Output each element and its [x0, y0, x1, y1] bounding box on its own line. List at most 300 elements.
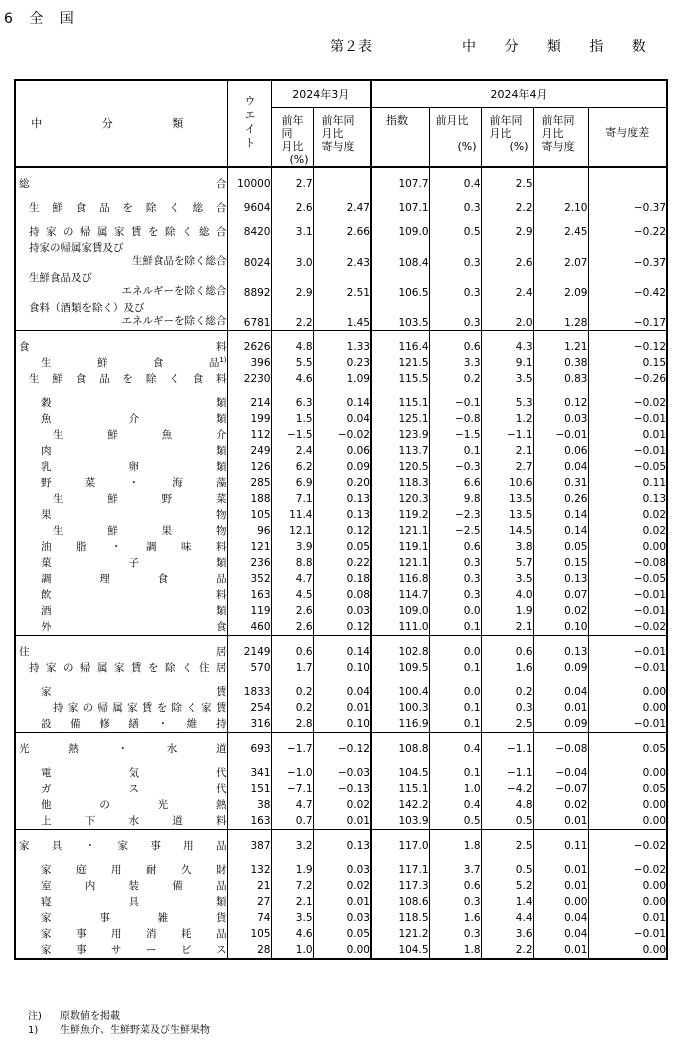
cell-contrib-diff: 0.01: [588, 427, 667, 443]
apr-yoy-header: 前年同 月比 (%): [481, 107, 533, 167]
cell-apr-contrib: 0.01: [533, 942, 588, 959]
index-table: [14, 79, 668, 960]
cell-apr-yoy: 1.4: [481, 894, 533, 910]
cell-apr-contrib: 0.83: [533, 371, 588, 387]
cell-mom: 0.3: [429, 300, 481, 331]
cell-apr-contrib: 0.26: [533, 491, 588, 507]
cell-mom: 0.3: [429, 587, 481, 603]
cell-mom: −1.5: [429, 427, 481, 443]
cell-index: 117.1: [371, 862, 429, 878]
cell-mar-yoy: 2.6: [271, 200, 313, 216]
cell-weight: 28: [227, 942, 271, 959]
row-category: 魚 介 類: [15, 411, 227, 427]
table-row: [15, 894, 667, 910]
cell-weight: 254: [227, 700, 271, 716]
table-row: [15, 619, 667, 636]
cell-weight: 214: [227, 395, 271, 411]
cell-index: 116.4: [371, 339, 429, 355]
cell-index: 106.5: [371, 270, 429, 300]
cell-index: 121.1: [371, 523, 429, 539]
cell-mar-yoy: −1.5: [271, 427, 313, 443]
cell-mar-yoy: 3.2: [271, 838, 313, 854]
cell-index: 119.1: [371, 539, 429, 555]
cell-mom: 1.6: [429, 910, 481, 926]
row-category: 油 脂 ・ 調 味 料: [15, 539, 227, 555]
row-category: 生 鮮 魚 介: [15, 427, 227, 443]
cell-mar-contrib: 0.12: [313, 523, 371, 539]
cell-mom: 0.5: [429, 813, 481, 830]
cell-apr-yoy: 4.8: [481, 797, 533, 813]
cell-mar-contrib: −0.12: [313, 741, 371, 757]
table-row: [15, 926, 667, 942]
cell-apr-contrib: 0.09: [533, 660, 588, 676]
cell-mar-contrib: 2.66: [313, 224, 371, 240]
cell-weight: 112: [227, 427, 271, 443]
table-number: 第２表: [330, 39, 372, 55]
cell-contrib-diff: −0.05: [588, 571, 667, 587]
cell-contrib-diff: 0.00: [588, 539, 667, 555]
cell-weight: 38: [227, 797, 271, 813]
cell-apr-yoy: 1.9: [481, 603, 533, 619]
cell-mom: 3.3: [429, 355, 481, 371]
row-category: 飲 料: [15, 587, 227, 603]
cell-mar-contrib: 0.02: [313, 878, 371, 894]
table-row: [15, 200, 667, 216]
cell-mar-yoy: 7.1: [271, 491, 313, 507]
cell-mar-yoy: 8.8: [271, 555, 313, 571]
cell-apr-contrib: 0.10: [533, 619, 588, 636]
cell-mar-yoy: 1.9: [271, 862, 313, 878]
cell-mar-contrib: 0.04: [313, 684, 371, 700]
row-category: 穀 類: [15, 395, 227, 411]
cell-mar-contrib: 0.23: [313, 355, 371, 371]
row-category: 生 鮮 野 菜: [15, 491, 227, 507]
apr-header: 2024年4月: [371, 80, 667, 107]
cell-apr-contrib: −0.08: [533, 741, 588, 757]
row-category: 菓 子 類: [15, 555, 227, 571]
row-spacer: [15, 829, 667, 838]
cell-contrib-diff: 0.00: [588, 813, 667, 830]
cell-mar-contrib: 0.01: [313, 700, 371, 716]
cell-index: 125.1: [371, 411, 429, 427]
cell-mar-contrib: −0.13: [313, 781, 371, 797]
cell-contrib-diff: −0.42: [588, 270, 667, 300]
cell-mar-contrib: 0.22: [313, 555, 371, 571]
cell-apr-contrib: 0.01: [533, 878, 588, 894]
cell-weight: 21: [227, 878, 271, 894]
cell-weight: 119: [227, 603, 271, 619]
cell-weight: 285: [227, 475, 271, 491]
footnote-2: 1) 生鮮魚介、生鮮野菜及び生鮮果物: [28, 1025, 210, 1036]
cell-mar-contrib: 0.00: [313, 942, 371, 959]
table-row: [15, 339, 667, 355]
cell-contrib-diff: −0.01: [588, 926, 667, 942]
cell-contrib-diff: −0.37: [588, 200, 667, 216]
table-row: [15, 224, 667, 240]
cell-mar-contrib: 0.01: [313, 813, 371, 830]
cell-mar-yoy: 7.2: [271, 878, 313, 894]
cell-mom: 1.8: [429, 838, 481, 854]
cell-weight: 387: [227, 838, 271, 854]
cell-index: 109.0: [371, 603, 429, 619]
cell-mar-contrib: 2.47: [313, 200, 371, 216]
cell-mar-yoy: 2.4: [271, 443, 313, 459]
cell-index: 114.7: [371, 587, 429, 603]
cell-apr-contrib: 1.21: [533, 339, 588, 355]
cell-mar-yoy: −1.7: [271, 741, 313, 757]
cell-mar-contrib: 0.18: [313, 571, 371, 587]
cell-index: 100.3: [371, 700, 429, 716]
cell-apr-contrib: 0.02: [533, 603, 588, 619]
cell-mar-yoy: 2.1: [271, 894, 313, 910]
cell-weight: 74: [227, 910, 271, 926]
cell-weight: 105: [227, 507, 271, 523]
cell-index: 121.2: [371, 926, 429, 942]
cell-mom: 0.6: [429, 539, 481, 555]
cell-apr-yoy: 2.2: [481, 942, 533, 959]
row-category: 他 の 光 熱: [15, 797, 227, 813]
cell-apr-yoy: 2.5: [481, 176, 533, 192]
cell-weight: 570: [227, 660, 271, 676]
cell-mom: 0.0: [429, 684, 481, 700]
cell-apr-contrib: 0.02: [533, 797, 588, 813]
cell-mom: 0.1: [429, 765, 481, 781]
cell-mom: 0.3: [429, 555, 481, 571]
cell-mar-yoy: 2.9: [271, 270, 313, 300]
cell-apr-contrib: 0.13: [533, 644, 588, 660]
cell-apr-yoy: 1.2: [481, 411, 533, 427]
cell-apr-yoy: 0.3: [481, 700, 533, 716]
cell-index: 107.7: [371, 176, 429, 192]
cell-apr-contrib: 2.07: [533, 240, 588, 270]
row-category: 乳 卵 類: [15, 459, 227, 475]
cell-apr-yoy: 5.7: [481, 555, 533, 571]
mar-contrib-header: 前年同 月比 寄与度: [313, 107, 371, 167]
table-row: [15, 491, 667, 507]
cell-contrib-diff: 0.01: [588, 910, 667, 926]
row-category: 寝 具 類: [15, 894, 227, 910]
contrib-diff-header: 寄与度差: [588, 107, 667, 167]
cell-contrib-diff: 0.13: [588, 491, 667, 507]
table-row: [15, 781, 667, 797]
cell-mar-contrib: 0.14: [313, 395, 371, 411]
cell-mar-yoy: 0.7: [271, 813, 313, 830]
cell-mar-yoy: 4.8: [271, 339, 313, 355]
cell-mar-contrib: 0.04: [313, 411, 371, 427]
table-row: [15, 862, 667, 878]
cell-weight: 236: [227, 555, 271, 571]
row-category: 持 家 の 帰 属 家 賃 を 除 く 総 合: [15, 224, 227, 240]
cell-mom: −0.3: [429, 459, 481, 475]
row-category: 家 具 ・ 家 事 用 品: [15, 838, 227, 854]
row-category: 持家の帰属家賃及び 生鮮食品を除く総合: [15, 240, 227, 270]
cell-contrib-diff: 0.05: [588, 781, 667, 797]
mar-header: 2024年3月: [271, 80, 371, 107]
cell-apr-yoy: 13.5: [481, 491, 533, 507]
cell-index: 115.5: [371, 371, 429, 387]
cell-apr-yoy: 2.7: [481, 459, 533, 475]
table-row: [15, 475, 667, 491]
cell-contrib-diff: [588, 176, 667, 192]
cell-mom: −2.3: [429, 507, 481, 523]
cell-mar-yoy: 3.0: [271, 240, 313, 270]
table-row: [15, 741, 667, 757]
cell-contrib-diff: 0.05: [588, 741, 667, 757]
cell-mar-yoy: 3.1: [271, 224, 313, 240]
cell-contrib-diff: −0.01: [588, 603, 667, 619]
cell-mar-yoy: 6.2: [271, 459, 313, 475]
cell-apr-yoy: 2.5: [481, 716, 533, 733]
row-spacer: [15, 216, 667, 224]
table-row: [15, 176, 667, 192]
row-category: 食 料: [15, 339, 227, 355]
row-spacer: [15, 192, 667, 200]
row-category: 生 鮮 食 品 を 除 く 食 料: [15, 371, 227, 387]
cell-mar-contrib: 0.06: [313, 443, 371, 459]
row-category: 生 鮮 食 品$^{1)}$: [15, 355, 227, 371]
cell-apr-contrib: 0.38: [533, 355, 588, 371]
table-row: [15, 813, 667, 830]
cell-contrib-diff: 0.02: [588, 523, 667, 539]
cell-contrib-diff: −0.02: [588, 862, 667, 878]
cell-apr-yoy: 2.5: [481, 838, 533, 854]
cell-mom: 0.3: [429, 270, 481, 300]
cell-mar-yoy: −7.1: [271, 781, 313, 797]
row-category: 家 庭 用 耐 久 財: [15, 862, 227, 878]
cell-apr-yoy: 0.5: [481, 862, 533, 878]
cell-apr-yoy: −1.1: [481, 427, 533, 443]
table-row: [15, 270, 667, 300]
cell-index: 107.1: [371, 200, 429, 216]
cell-weight: 8420: [227, 224, 271, 240]
table-body: [15, 167, 667, 959]
cell-mar-contrib: 0.12: [313, 619, 371, 636]
cell-apr-contrib: 0.15: [533, 555, 588, 571]
cell-contrib-diff: −0.12: [588, 339, 667, 355]
cell-apr-yoy: 2.2: [481, 200, 533, 216]
cell-weight: 2626: [227, 339, 271, 355]
row-category: 家 賃: [15, 684, 227, 700]
cell-contrib-diff: 0.00: [588, 878, 667, 894]
cell-mar-contrib: 0.09: [313, 459, 371, 475]
cell-mar-yoy: 3.5: [271, 910, 313, 926]
cell-mom: 0.1: [429, 443, 481, 459]
row-category: 家 事 雑 貨: [15, 910, 227, 926]
row-spacer: [15, 757, 667, 765]
cell-apr-yoy: 3.5: [481, 571, 533, 587]
cell-index: 116.9: [371, 716, 429, 733]
cell-apr-yoy: 2.6: [481, 240, 533, 270]
row-category: 調 理 食 品: [15, 571, 227, 587]
cell-contrib-diff: −0.01: [588, 716, 667, 733]
cell-contrib-diff: −0.01: [588, 443, 667, 459]
cell-mar-yoy: 2.7: [271, 176, 313, 192]
footnotes: [28, 1010, 210, 1038]
cell-weight: 96: [227, 523, 271, 539]
cell-weight: 27: [227, 894, 271, 910]
table-row: [15, 700, 667, 716]
table-row: [15, 240, 667, 270]
cell-apr-yoy: 5.3: [481, 395, 533, 411]
row-spacer: [15, 167, 667, 176]
cell-mar-contrib: 0.05: [313, 539, 371, 555]
table-row: [15, 355, 667, 371]
mom-header: 前月比 (%): [429, 107, 481, 167]
cell-apr-yoy: 0.2: [481, 684, 533, 700]
cell-mar-contrib: 0.20: [313, 475, 371, 491]
cell-apr-contrib: 0.01: [533, 700, 588, 716]
cell-apr-contrib: 1.28: [533, 300, 588, 331]
cell-weight: 460: [227, 619, 271, 636]
cell-weight: 126: [227, 459, 271, 475]
row-spacer: [15, 330, 667, 339]
cell-apr-yoy: 2.9: [481, 224, 533, 240]
mar-yoy-header: 前年同 月比 (%): [271, 107, 313, 167]
cell-contrib-diff: −0.02: [588, 838, 667, 854]
cell-contrib-diff: 0.00: [588, 894, 667, 910]
cell-apr-contrib: 0.03: [533, 411, 588, 427]
cell-index: 103.5: [371, 300, 429, 331]
cell-weight: 105: [227, 926, 271, 942]
table-title: 中 分 類 指 数: [462, 39, 658, 55]
cell-apr-contrib: 0.06: [533, 443, 588, 459]
row-category: 電 気 代: [15, 765, 227, 781]
section-heading: 6 全 国: [4, 11, 80, 27]
cell-mom: 0.4: [429, 741, 481, 757]
row-category: 持 家 の 帰 属 家 賃 を 除 く 家 賃: [15, 700, 227, 716]
table-row: [15, 443, 667, 459]
cell-mar-contrib: 0.01: [313, 894, 371, 910]
cell-weight: 341: [227, 765, 271, 781]
cell-apr-yoy: −1.1: [481, 741, 533, 757]
cell-index: 108.6: [371, 894, 429, 910]
cell-mom: 0.1: [429, 700, 481, 716]
cell-index: 102.8: [371, 644, 429, 660]
table-row: [15, 644, 667, 660]
cell-apr-contrib: 0.05: [533, 539, 588, 555]
cell-apr-yoy: 1.6: [481, 660, 533, 676]
cell-mom: 0.3: [429, 571, 481, 587]
cell-apr-yoy: 3.5: [481, 371, 533, 387]
cell-apr-yoy: 5.2: [481, 878, 533, 894]
cell-weight: 151: [227, 781, 271, 797]
cell-mar-contrib: 1.33: [313, 339, 371, 355]
cell-apr-yoy: 2.1: [481, 619, 533, 636]
row-category: 食料（酒類を除く）及び エネルギーを除く総合: [15, 300, 227, 331]
cell-mar-yoy: 4.7: [271, 571, 313, 587]
row-category: 肉 類: [15, 443, 227, 459]
cell-index: 104.5: [371, 942, 429, 959]
row-category: 住 居: [15, 644, 227, 660]
cell-mar-contrib: 1.09: [313, 371, 371, 387]
table-row: [15, 603, 667, 619]
row-category: 上 下 水 道 料: [15, 813, 227, 830]
cell-apr-yoy: 4.4: [481, 910, 533, 926]
cell-apr-contrib: 2.09: [533, 270, 588, 300]
cell-apr-yoy: 2.4: [481, 270, 533, 300]
table-row: [15, 684, 667, 700]
table-row: [15, 523, 667, 539]
cell-mar-contrib: [313, 176, 371, 192]
cell-apr-contrib: 2.45: [533, 224, 588, 240]
cell-index: 109.0: [371, 224, 429, 240]
cell-contrib-diff: 0.00: [588, 942, 667, 959]
cell-index: 142.2: [371, 797, 429, 813]
cell-mom: 0.1: [429, 619, 481, 636]
cell-contrib-diff: −0.01: [588, 644, 667, 660]
cell-contrib-diff: −0.01: [588, 587, 667, 603]
cell-contrib-diff: 0.15: [588, 355, 667, 371]
cell-mar-yoy: 3.9: [271, 539, 313, 555]
cell-mar-contrib: 2.51: [313, 270, 371, 300]
table-row: [15, 838, 667, 854]
cell-apr-contrib: 0.13: [533, 571, 588, 587]
row-category: 家 事 用 消 耗 品: [15, 926, 227, 942]
cell-mar-contrib: 0.10: [313, 660, 371, 676]
cell-contrib-diff: −0.05: [588, 459, 667, 475]
row-category: 生鮮食品及び エネルギーを除く総合: [15, 270, 227, 300]
cell-index: 111.0: [371, 619, 429, 636]
cell-mar-contrib: 2.43: [313, 240, 371, 270]
cell-apr-yoy: 0.6: [481, 644, 533, 660]
row-category: 光 熱 ・ 水 道: [15, 741, 227, 757]
cell-weight: 199: [227, 411, 271, 427]
cell-mar-contrib: 0.13: [313, 491, 371, 507]
cell-apr-yoy: 3.6: [481, 926, 533, 942]
cell-apr-contrib: 0.09: [533, 716, 588, 733]
table-row: [15, 300, 667, 331]
cell-mom: 0.6: [429, 339, 481, 355]
cell-index: 120.3: [371, 491, 429, 507]
table-row: [15, 765, 667, 781]
cell-mar-yoy: 4.7: [271, 797, 313, 813]
table-row: [15, 910, 667, 926]
cell-contrib-diff: 0.02: [588, 507, 667, 523]
cell-mom: −0.1: [429, 395, 481, 411]
cell-index: 104.5: [371, 765, 429, 781]
cell-index: 109.5: [371, 660, 429, 676]
cell-index: 121.5: [371, 355, 429, 371]
cell-apr-yoy: 3.8: [481, 539, 533, 555]
cell-mom: −2.5: [429, 523, 481, 539]
table-row: [15, 539, 667, 555]
cell-index: 103.9: [371, 813, 429, 830]
cell-weight: 188: [227, 491, 271, 507]
cell-index: 121.1: [371, 555, 429, 571]
cell-weight: 8892: [227, 270, 271, 300]
cell-mom: 0.3: [429, 894, 481, 910]
cell-mom: 1.0: [429, 781, 481, 797]
cell-index: 117.0: [371, 838, 429, 854]
row-category: 果 物: [15, 507, 227, 523]
footnote-1: 注) 原数値を掲載: [28, 1011, 120, 1022]
table-row: [15, 660, 667, 676]
cell-weight: 693: [227, 741, 271, 757]
row-category: 持 家 の 帰 属 家 賃 を 除 く 住 居: [15, 660, 227, 676]
cell-mom: 1.8: [429, 942, 481, 959]
cell-apr-contrib: 0.00: [533, 894, 588, 910]
table-row: [15, 459, 667, 475]
cell-apr-contrib: 0.01: [533, 862, 588, 878]
cell-index: 115.1: [371, 781, 429, 797]
cell-contrib-diff: 0.11: [588, 475, 667, 491]
cell-mar-yoy: 12.1: [271, 523, 313, 539]
table-row: [15, 555, 667, 571]
cell-contrib-diff: −0.22: [588, 224, 667, 240]
cell-mom: 9.8: [429, 491, 481, 507]
cell-index: 118.3: [371, 475, 429, 491]
cell-mar-contrib: 0.03: [313, 603, 371, 619]
